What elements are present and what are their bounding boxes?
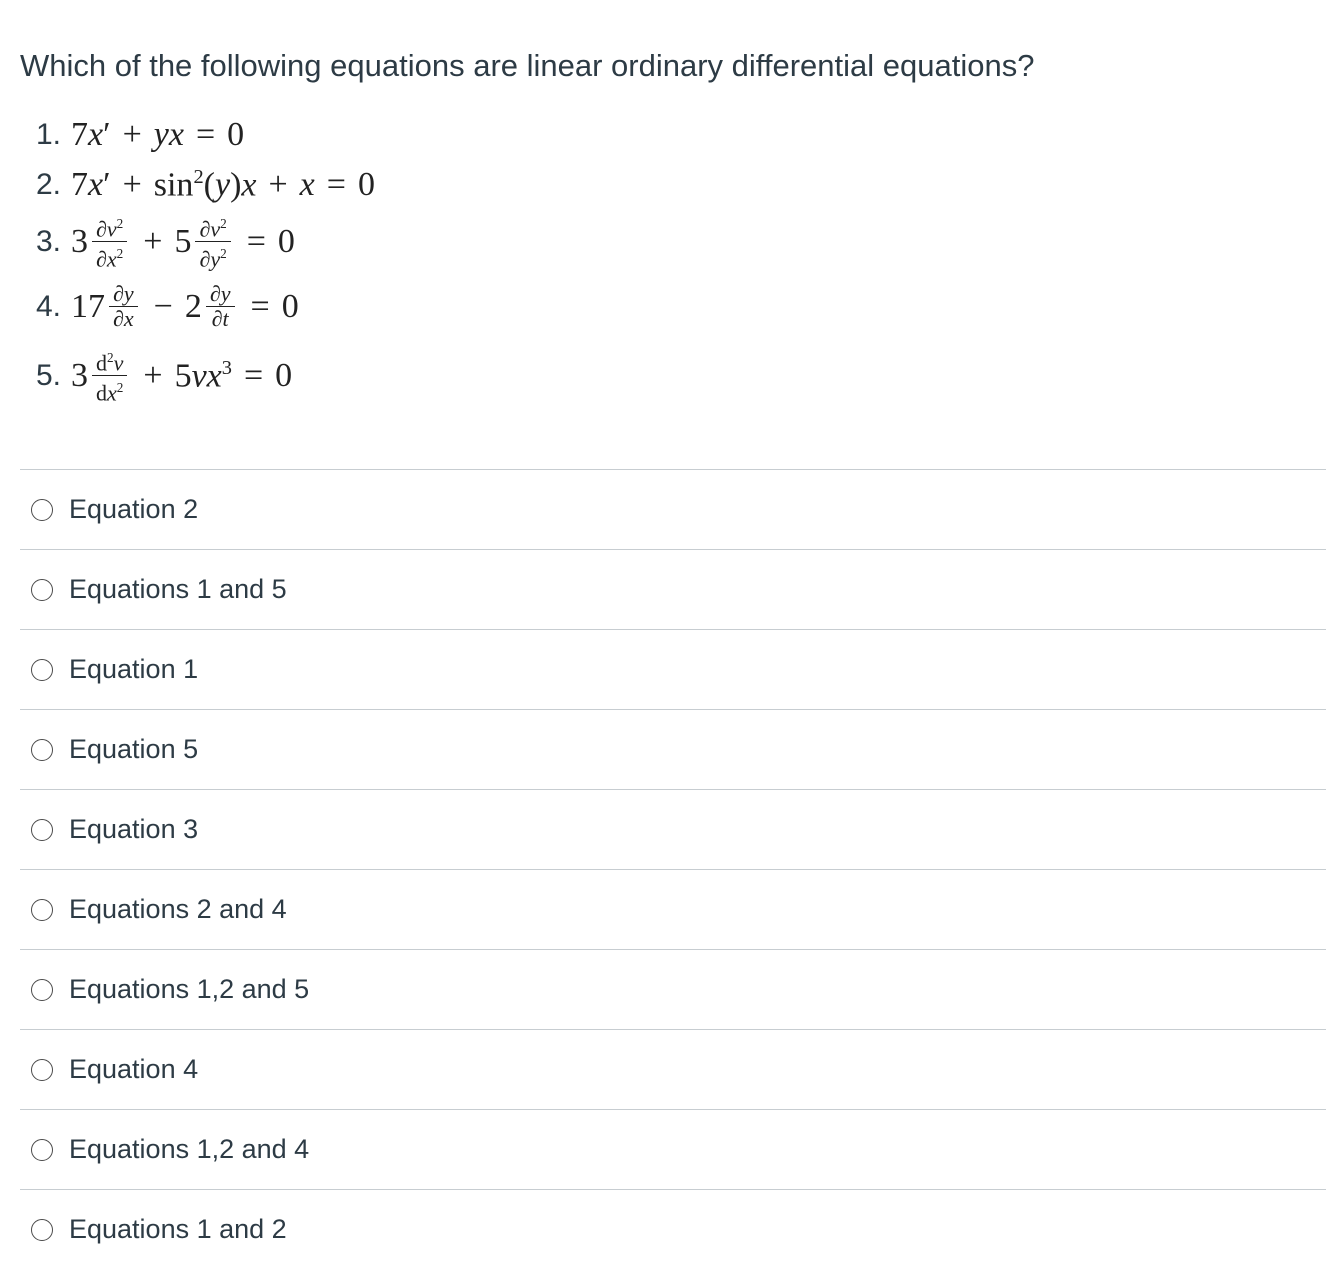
option-equations-1-and-5[interactable] xyxy=(20,549,1326,629)
radio-button[interactable] xyxy=(31,1139,53,1161)
option-equation-1[interactable] xyxy=(20,629,1326,709)
option-equation-2[interactable] xyxy=(20,469,1326,549)
option-equations-1-and-2[interactable] xyxy=(20,1189,1326,1269)
radio-button[interactable] xyxy=(31,979,53,1001)
equation-number: 5. xyxy=(36,358,62,392)
option-label: Equations 1 and 2 xyxy=(69,1214,287,1244)
equation-5: 5. 3 $\frac{d^2v}{dx^2}$ + $5vx^3$ = 0 xyxy=(36,346,292,406)
option-label: Equation 5 xyxy=(69,734,199,764)
radio-button[interactable] xyxy=(31,819,53,841)
option-label: Equation 1 xyxy=(69,654,199,684)
option-equations-1-2-and-4[interactable] xyxy=(20,1109,1326,1189)
option-label: Equation 2 xyxy=(69,494,199,524)
equation-number: 2. xyxy=(36,168,62,202)
equation-number: 1. xyxy=(36,118,62,151)
radio-button[interactable] xyxy=(31,499,53,521)
equation-4: 4. 17 $\frac{\partial y}{\partial x}$ − 2 $\frac{\partial y}{\partial t}$ = 0 xyxy=(36,281,299,331)
option-label: Equations 1,2 and 4 xyxy=(69,1134,310,1164)
equation-number: 3. xyxy=(36,224,62,258)
answer-options xyxy=(20,469,1326,1269)
equation-3: 3. 3 $\frac{\partial v^2}{\partial x^2}$ + 5 $\frac{\partial v^2}{\partial y^2}$ = 0 xyxy=(36,212,295,272)
equation-number: 4. xyxy=(36,289,62,323)
question-text: Which of the following equations are linear ordinary differential equations? xyxy=(20,48,1035,83)
radio-button[interactable] xyxy=(31,739,53,761)
option-label: Equation 3 xyxy=(69,814,199,844)
equation-1: 1. 7x′ + yx = 0 xyxy=(36,116,245,153)
option-label: Equations 2 and 4 xyxy=(69,894,287,924)
option-label: Equations 1 and 5 xyxy=(69,574,287,604)
option-label: Equations 1,2 and 5 xyxy=(69,974,310,1004)
option-equations-1-2-and-5[interactable] xyxy=(20,949,1326,1029)
equation-2: 2. 7x′ + $\sin^2(y)x$ + x = 0 xyxy=(36,166,375,204)
option-equation-3[interactable] xyxy=(20,789,1326,869)
option-equation-4[interactable] xyxy=(20,1029,1326,1109)
equation-list xyxy=(36,112,636,432)
option-equation-5[interactable] xyxy=(20,709,1326,789)
radio-button[interactable] xyxy=(31,579,53,601)
radio-button[interactable] xyxy=(31,1059,53,1081)
radio-button[interactable] xyxy=(31,659,53,681)
radio-button[interactable] xyxy=(31,899,53,921)
option-label: Equation 4 xyxy=(69,1054,199,1084)
radio-button[interactable] xyxy=(31,1219,53,1241)
option-equations-2-and-4[interactable] xyxy=(20,869,1326,949)
